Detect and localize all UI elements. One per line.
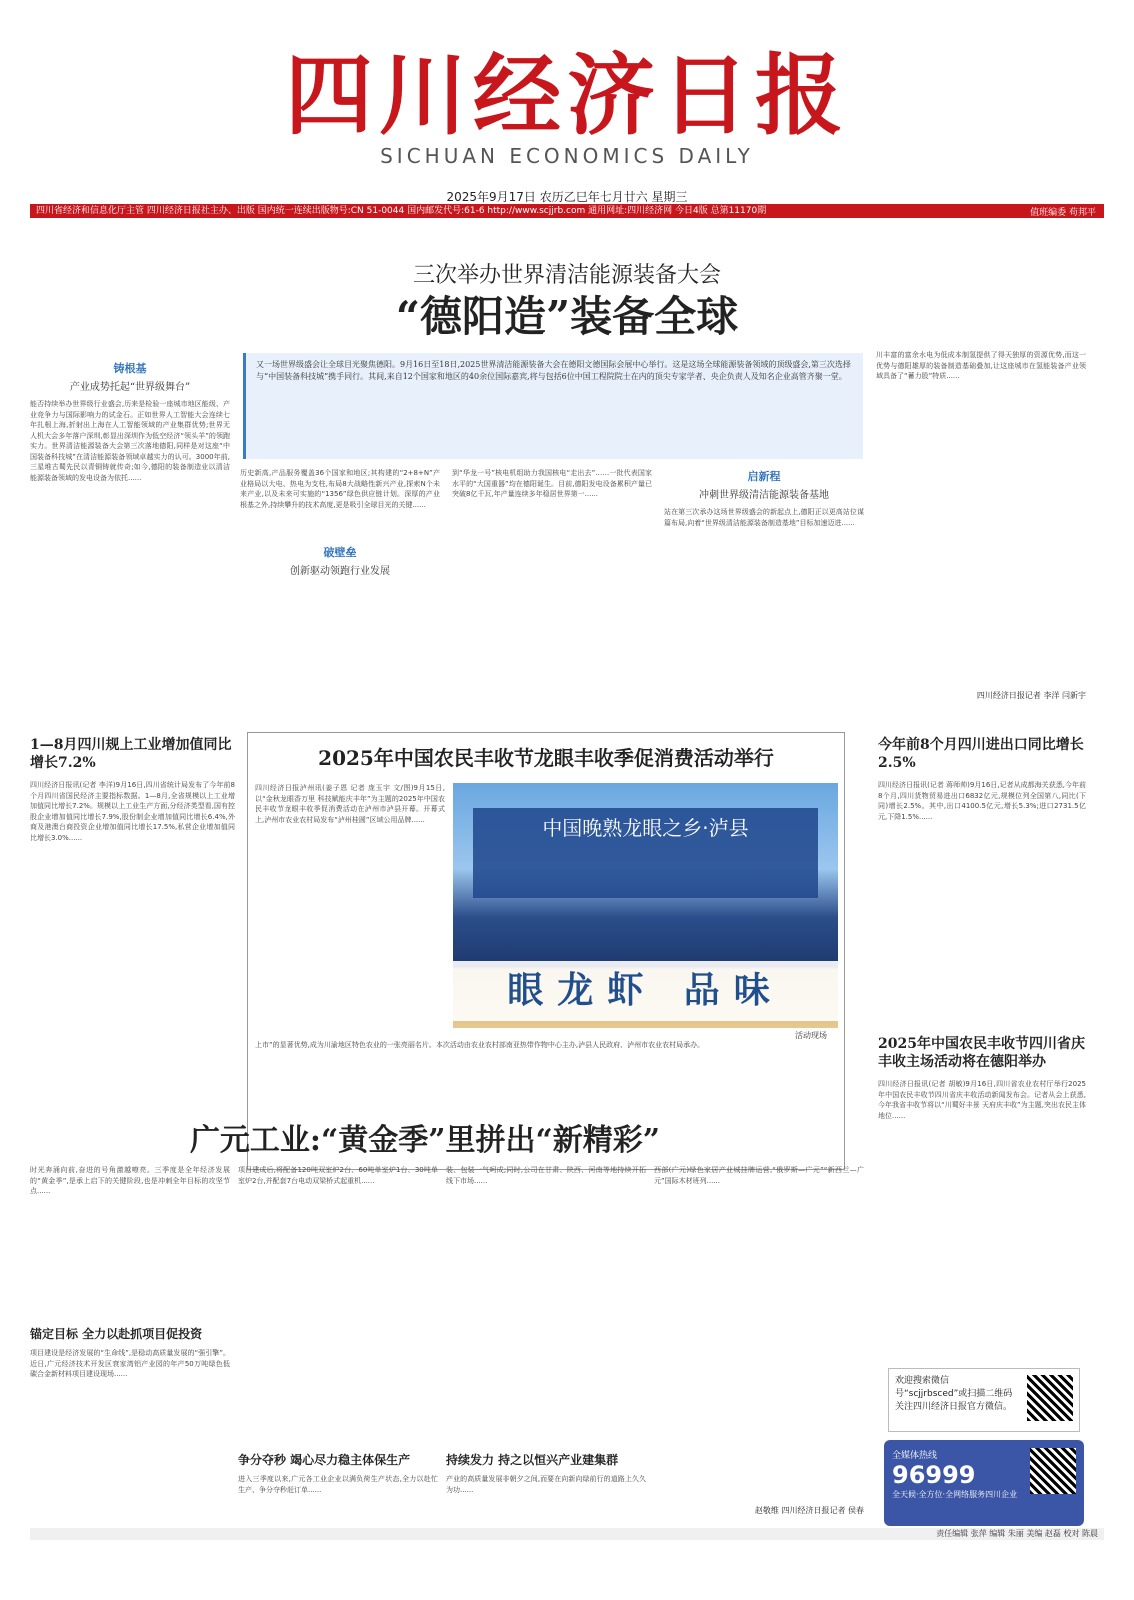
newspaper-title: 四川经济日报 bbox=[284, 43, 849, 147]
bottom-column-3 bbox=[446, 1165, 646, 1525]
lead-column-3 bbox=[452, 468, 652, 718]
byline: 四川经济日报记者 李洋 闫新宇 bbox=[976, 691, 1086, 700]
byline: 赵敬维 四川经济日报记者 侯春 bbox=[754, 1506, 864, 1515]
article-text: 装、包装一气呵成;同时,公司在甘肃、陕西、河南等地持续开拓线下市场...... bbox=[446, 1166, 646, 1185]
article-text: 能否持续举办世界级行业盛会,历来是检验一座城市地区能级、产业竞争力与国际影响力的试金石。正如世界人工智能大会连续七年扎根上海,折射出上海在人工智能领域的产业集群优势;世界无人机大会多年落户深圳,彰显出深圳作为低空经济“领头羊”的领跑实力。世界清洁能源装备大会第三次落地德阳,同样是对这座“中国装备科技城”在清洁能源装备领域卓越实力的认可。3000年前,三星堆古蜀先民以青铜铸就传奇;如今,德阳的装备制造业以清洁能源装备领域的发电设备为依托...... bbox=[30, 400, 230, 482]
article-text: 四川经济日报讯(记者 胡敏)9月16日,四川省农业农村厅举行2025年中国农民丰收节四川省庆丰收活动新闻发布会。记者从会上获悉,今年我省丰收节将以“川蜀好丰景 天府庆丰收”为主题,突出农民主体地位...... bbox=[878, 1080, 1086, 1120]
article-text: 四川经济日报讯(记者 李洋)9月16日,四川省统计局发布了今年前8个月四川省国民经济主要指标数据。1—8月,全省规模以上工业增加值同比增长7.2%。规模以上工业生产方面,分经济类型看,国有控股企业增加值同比增长7.9%,股份制企业增加值同比增长6.4%,外商及港澳台商投资企业增加值同比增长17.5%,私营企业增加值同比增长3.0%...... bbox=[30, 781, 235, 842]
section-subhead: 产业成势托起“世界级舞台” bbox=[69, 382, 191, 393]
event-photo bbox=[453, 783, 838, 1028]
wechat-promo bbox=[888, 1368, 1080, 1432]
section-head: 破壁垒 bbox=[323, 546, 357, 559]
promo-text: 欢迎搜索微信号“scjjrbsced”或扫描二维码关注四川经济日报官方微信。 bbox=[895, 1376, 1013, 1412]
lead-summary: 又一场世界级盛会让全球目光聚焦德阳。9月16日至18日,2025世界清洁能源装备大会在德阳文德国际会展中心举行。这是这场全球能源装备领域的顶级盛会,第三次选择与“中国装备科技城”携手同行。其间,来自12个国家和地区的40余位国际嘉宾,将与包括6位中国工程院院士在内的顶尖专家学者、央企负责人及知名企业高管齐聚一堂。 bbox=[243, 353, 863, 459]
trade-article bbox=[878, 736, 1086, 1026]
lead-title: “德阳造”装备全球 bbox=[395, 292, 739, 341]
article-text: 到“华龙一号”核电机组助力我国核电“走出去”……一批代表国家水平的“大国重器”均在德阳诞生。目前,德阳发电设备累积产量已突破8亿千瓦,年产量连续多年稳居世界第一...... bbox=[452, 469, 652, 498]
hotline-number: 96999 bbox=[892, 1461, 976, 1489]
photo-caption: 活动现场 bbox=[795, 1031, 827, 1040]
bottom-title: 广元工业:“黄金季”里拼出“新精彩” bbox=[189, 1123, 661, 1158]
harvest-article bbox=[878, 1035, 1086, 1345]
hotline-promo bbox=[884, 1440, 1084, 1526]
lead-subtitle: 三次举办世界清洁能源装备大会 bbox=[412, 263, 721, 288]
bottom-column-2 bbox=[238, 1165, 438, 1525]
bottom-column-4 bbox=[654, 1165, 864, 1525]
section-head: 争分夺秒 竭心尽力稳主体保生产 bbox=[238, 1453, 411, 1467]
article-title: 1—8月四川规上工业增加值同比增长7.2% bbox=[30, 737, 232, 771]
article-text: 川丰富的富余水电为低成本制氢提供了得天独厚的资源优势,而这一优势与德阳雄厚的装备制造基础叠加,让这座城市在氢能装备产业领域具备了“蓄力股”特质...... bbox=[876, 351, 1086, 380]
feature-title: 2025年中国农民丰收节龙眼丰收季促消费活动举行 bbox=[318, 746, 774, 770]
feature-text: 四川经济日报泸州讯(姜子恩 记者 庞玉宇 文/图)9月15日,以“金秋龙眼香万里 科技赋能庆丰年”为主题的2025年中国农民丰收节龙眼丰收季促消费活动在泸州市泸县开幕。开幕式上,泸州市农业农村局发布“泸州桂圆”区域公用品牌...... bbox=[255, 784, 445, 824]
hotline-label: 全媒体热线 bbox=[892, 1451, 938, 1461]
article-text: 站在第三次承办这场世界级盛会的新起点上,德阳正以更高站位谋篇布局,向着“世界级清洁能源装备制造基地”目标加速迈进...... bbox=[664, 508, 864, 527]
article-text: 历史新高,产品服务覆盖36个国家和地区;其构建的“2+8+N”产业格局以大电、热电为支柱,布局8大战略性新兴产业,探索N个未来产业,以及未来可实施的“1356”绿色供应链计划。深厚的产业根基之外,持续攀升的技术高度,更是吸引全球目光的关键...... bbox=[240, 469, 440, 509]
qr-code-icon[interactable] bbox=[1030, 1448, 1076, 1494]
masthead bbox=[0, 40, 1134, 170]
duty-editor: 值班编委 苟邦平 bbox=[1030, 208, 1096, 218]
section-subhead: 创新驱动领跑行业发展 bbox=[290, 566, 390, 577]
newspaper-subtitle: SICHUAN ECONOMICS DAILY bbox=[380, 144, 754, 168]
article-text: 进入三季度以来,广元各工业企业以满负荷生产状态,全力以赴忙生产、争分夺秒赶订单...... bbox=[238, 1475, 438, 1494]
feature-text-continued: 上市”的显著优势,成为川渝地区特色农业的一张亮丽名片。本次活动由农业农村部南亚热带作物中心主办,泸县人民政府、泸州市农业农村局承办。 bbox=[255, 1041, 705, 1049]
section-head: 锚定目标 全力以赴抓项目促投资 bbox=[30, 1327, 203, 1341]
article-text: 产业的高质量发展非朝夕之间,而要在向新向绿前行的道路上久久为功...... bbox=[446, 1475, 646, 1494]
photo-stage-sign: 中国晚熟龙眼之乡·泸县 bbox=[473, 808, 818, 898]
article-title: 2025年中国农民丰收节四川省庆丰收主场活动将在德阳举办 bbox=[878, 1036, 1085, 1070]
section-subhead: 冲刺世界级清洁能源装备基地 bbox=[699, 490, 829, 501]
article-title: 今年前8个月四川进出口同比增长2.5% bbox=[878, 737, 1084, 771]
section-head: 启新程 bbox=[747, 470, 781, 483]
lead-column-1 bbox=[30, 360, 230, 710]
photo-banner: 眼龙虾 品味 bbox=[453, 961, 838, 1021]
article-text: 时光奔涌向前,奋进的号角激越嘹亮。三季度是全年经济发展的“黄金季”,是承上启下的关键阶段,也是冲刺全年目标的攻坚节点...... bbox=[30, 1166, 230, 1195]
publication-info-bar: 四川省经济和信息化厅主管 四川经济日报社主办、出版 国内统一连续出版物号:CN 51-0044 国内邮发代号:61-6 http://www.scjjrb.com 通用网址:四川经济网 今日4版 总第11170期 bbox=[30, 204, 1104, 218]
bottom-column-1 bbox=[30, 1165, 230, 1525]
article-text: 四川经济日报讯(记者 蒋师帅)9月16日,记者从成都海关获悉,今年前8个月,四川货物贸易进出口6832亿元,规模位列全国第八,同比(下同)增长2.5%。其中,出口4100.5亿元,增长5.3%;进口2731.5亿元,下降1.5%...... bbox=[878, 781, 1086, 821]
section-head: 铸根基 bbox=[113, 362, 147, 375]
qr-code-icon[interactable] bbox=[1027, 1375, 1073, 1421]
lead-column-5 bbox=[876, 350, 1086, 720]
article-text: 项目建设是经济发展的“生命线”,是稳动高质量发展的“强引擎”。近日,广元经济技术开发区衰家湾铝产业园的年产50万吨绿色低碳合金新材料项目建设现场...... bbox=[30, 1349, 230, 1378]
section-head: 持续发力 持之以恒兴产业建集群 bbox=[446, 1453, 619, 1467]
industry-article bbox=[30, 736, 235, 1106]
hotline-subtitle: 全天候·全方位·全网络服务四川企业 bbox=[892, 1490, 1018, 1499]
editorial-footer: 责任编辑 张萍 编辑 朱丽 美编 赵磊 校对 陈晨 bbox=[30, 1528, 1104, 1540]
article-text: 西部(广元)绿色家居产业城挂牌运营,“俄罗斯—广元”“新西兰—广元”国际木材班列...... bbox=[654, 1166, 864, 1185]
dateline: 2025年9月17日 农历乙巳年七月廿六 星期三 bbox=[446, 190, 688, 204]
lead-column-4 bbox=[664, 468, 864, 718]
article-text: 项目建成后,将配备120吨双室炉2台、60吨单室炉1台、30吨单室炉2台,并配套7台电动双梁桥式起重机...... bbox=[238, 1166, 438, 1185]
lead-column-2 bbox=[240, 468, 440, 718]
